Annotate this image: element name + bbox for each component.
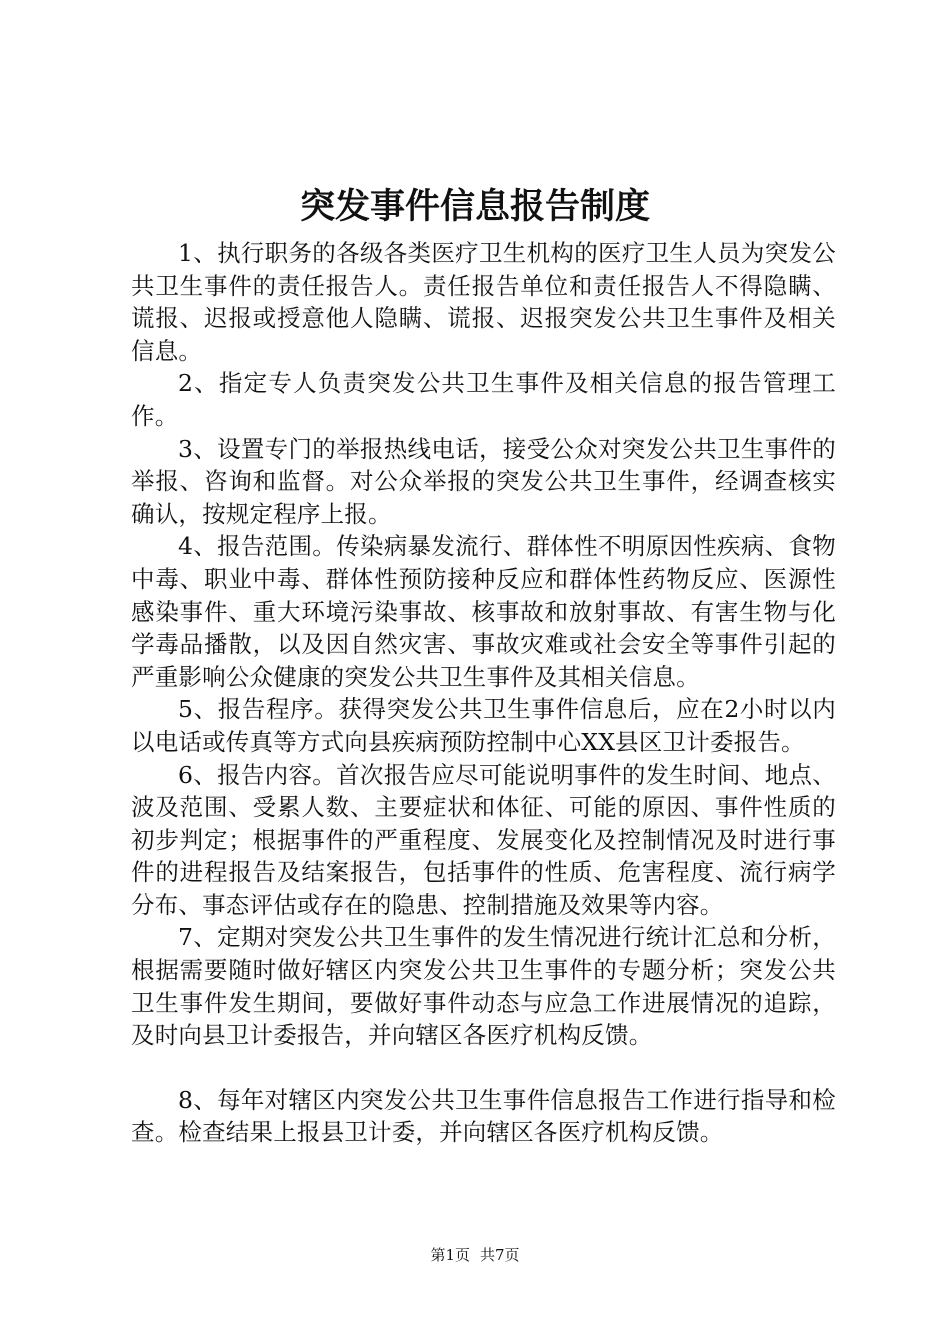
page-number-total: 共7页	[480, 1246, 520, 1264]
paragraph-6: 6、报告内容。首次报告应尽可能说明事件的发生时间、地点、波及范围、受累人数、主要症状和体征、可能的原因、事件性质的初步判定；根据事件的严重程度、发展变化及控制情况及时进行事件的进程报告及结案报告，包括事件的性质、危害程度、流行病学分布、事态评估或存在的隐患、控制措施及效果等内容。	[131, 760, 836, 919]
paragraph-1: 1、执行职务的各级各类医疗卫生机构的医疗卫生人员为突发公共卫生事件的责任报告人。责任报告单位和责任报告人不得隐瞒、谎报、迟报或授意他人隐瞒、谎报、迟报突发公共卫生事件及相关信息。	[131, 239, 836, 365]
paragraph-5: 5、报告程序。获得突发公共卫生事件信息后，应在2小时以内以电话或传真等方式向县疾病预防控制中心XX县区卫计委报告。	[131, 695, 836, 756]
paragraph-2: 2、指定专人负责突发公共卫生事件及相关信息的报告管理工作。	[131, 369, 836, 430]
document-title: 突发事件信息报告制度	[299, 186, 650, 227]
page-footer	[0, 1244, 950, 1266]
paragraph-3: 3、设置专门的举报热线电话，接受公众对突发公共卫生事件的举报、咨询和监督。对公众举报的突发公共卫生事件，经调查核实确认，按规定程序上报。	[131, 434, 836, 528]
paragraph-7: 7、定期对突发公共卫生事件的发生情况进行统计汇总和分析，根据需要随时做好辖区内突发公共卫生事件的专题分析；突发公共卫生事件发生期间，要做好事件动态与应急工作进展情况的追踪，及时向县卫计委报告，并向辖区各医疗机构反馈。	[131, 923, 836, 1050]
document-body	[131, 237, 836, 1149]
page-number-current: 第1页	[430, 1246, 470, 1264]
paragraph-spacer	[131, 1052, 836, 1084]
paragraph-4: 4、报告范围。传染病暴发流行、群体性不明原因性疾病、食物中毒、职业中毒、群体性预防接种反应和群体性药物反应、医源性感染事件、重大环境污染事故、核事故和放射事故、有害生物与化学毒品播散，以及因自然灾害、事故灾难或社会安全等事件引起的严重影响公众健康的突发公共卫生事件及其相关信息。	[131, 532, 836, 691]
paragraph-8: 8、每年对辖区内突发公共卫生事件信息报告工作进行指导和检查。检查结果上报县卫计委，并向辖区各医疗机构反馈。	[131, 1085, 836, 1147]
